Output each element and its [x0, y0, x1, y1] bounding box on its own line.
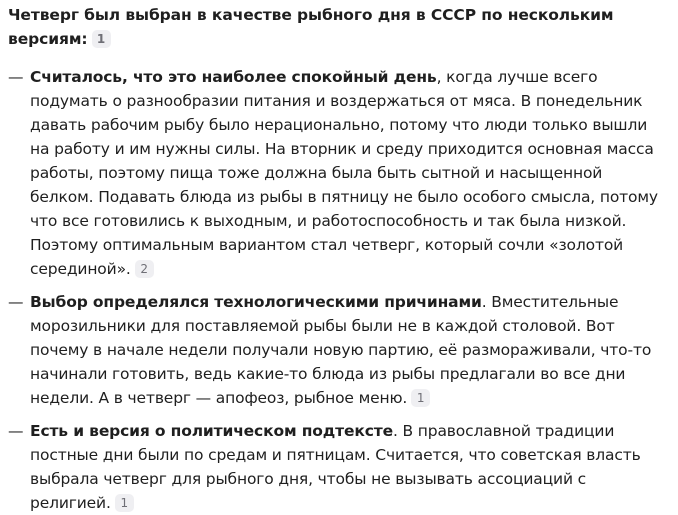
list-dash: —: [8, 293, 24, 311]
version-item-3: [8, 419, 668, 515]
source-ref-badge[interactable]: 1: [411, 389, 430, 407]
list-dash: —: [8, 68, 24, 86]
version-item-2: [8, 290, 668, 410]
versions-list: [8, 65, 668, 515]
version-text: . В православной традиции постные дни были по средам и пятницам. Считается, что советская власть выбрала четверг для рыбного дня, чтобы не вызывать ассоциаций с религией.: [30, 422, 641, 512]
version-title: Считалось, что это наиболее спокойный день: [30, 68, 437, 86]
version-text: , когда лучше всего подумать о разнообразии питания и воздержаться от мяса. В понедельник давать рабочим рыбу было нерационально, потому что люди только вышли на работу и им нужны силы. На вторник и среду приходится основная масса работы, поэтому пища тоже должна была быть сытной и насыщенной белком. Подавать блюда из рыбы в пятницу не было особого смысла, потому что все готовились к выходным, и работоспособность и так была низкой. Поэтому оптимальным вариантом стал четверг, который сочли «золотой серединой».: [30, 68, 658, 278]
source-ref-badge[interactable]: 2: [135, 260, 154, 278]
source-ref-badge[interactable]: 1: [92, 30, 111, 48]
source-ref-badge[interactable]: 1: [115, 494, 134, 512]
version-title: Есть и версия о политическом подтексте: [30, 422, 393, 440]
version-title: Выбор определялся технологическими причинами: [30, 293, 482, 311]
list-dash: —: [8, 422, 24, 440]
version-text: . Вместительные морозильники для поставляемой рыбы были не в каждой столовой. Вот почему в начале недели получали новую партию, её размораживали, что-то начинали готовить, ведь какие-то блюда из рыбы предлагали во все дни недели. А в четверг — апофеоз, рыбное меню.: [30, 293, 652, 407]
answer-heading: [8, 3, 668, 51]
heading-colon: :: [81, 30, 88, 48]
heading-text: Четверг был выбран в качестве рыбного дня в СССР по нескольким версиям: [8, 6, 614, 48]
version-item-1: [8, 65, 668, 281]
